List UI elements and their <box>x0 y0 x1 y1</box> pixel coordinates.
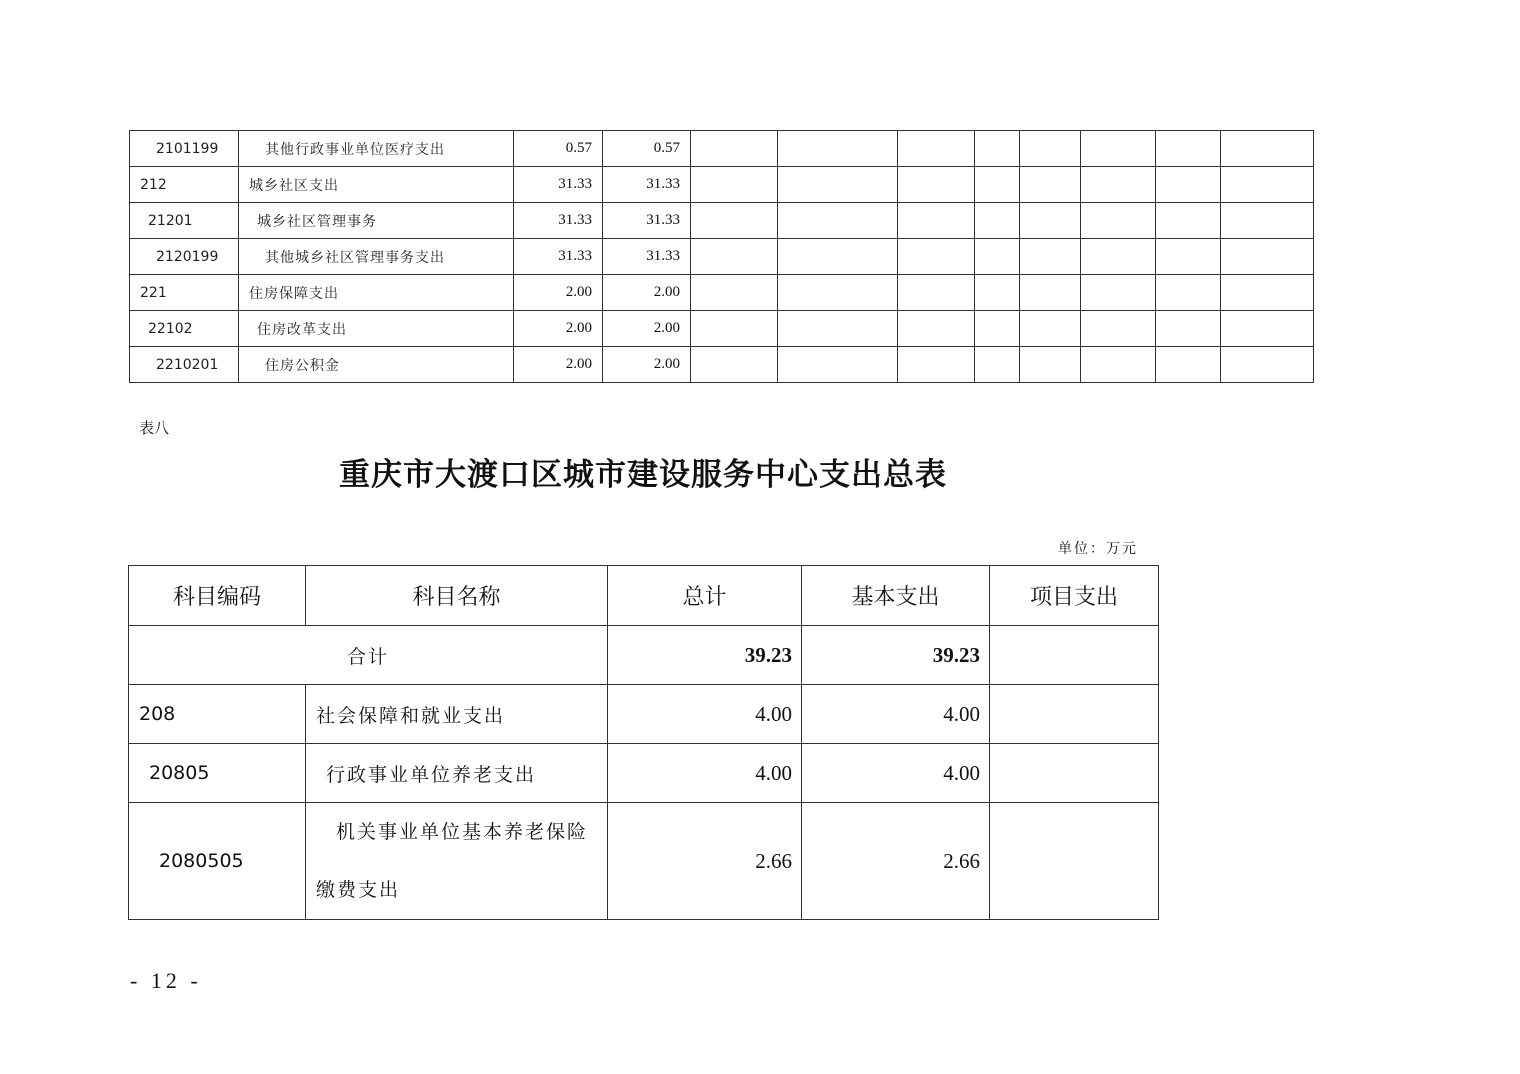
table-row <box>130 311 1314 347</box>
subject-name: 住房改革支出 <box>239 311 514 347</box>
empty-cell <box>691 311 778 347</box>
column-header-code: 科目编码 <box>129 566 306 626</box>
subject-code: 2210201 <box>130 347 239 383</box>
basic-value: 2.00 <box>603 311 691 347</box>
project-value <box>990 744 1159 803</box>
empty-cell <box>778 203 898 239</box>
total-label: 合计 <box>129 626 608 685</box>
total-value: 4.00 <box>608 744 802 803</box>
empty-cell <box>691 203 778 239</box>
empty-cell <box>1156 347 1221 383</box>
table-header-row <box>129 566 1159 626</box>
empty-cell <box>898 311 975 347</box>
empty-cell <box>778 311 898 347</box>
empty-cell <box>898 167 975 203</box>
empty-cell <box>778 347 898 383</box>
subject-code: 2120199 <box>130 239 239 275</box>
table-row <box>130 167 1314 203</box>
empty-cell <box>1221 275 1314 311</box>
empty-cell <box>691 347 778 383</box>
basic-value: 31.33 <box>603 167 691 203</box>
empty-cell <box>778 275 898 311</box>
empty-cell <box>1081 311 1156 347</box>
total-value: 31.33 <box>514 239 603 275</box>
empty-cell <box>1020 275 1081 311</box>
subject-name-line-1: 机关事业单位基本养老保险 <box>336 821 589 843</box>
basic-value: 4.00 <box>802 744 990 803</box>
empty-cell <box>1020 239 1081 275</box>
basic-value: 31.33 <box>603 203 691 239</box>
total-value: 2.66 <box>608 803 802 920</box>
empty-cell <box>1221 203 1314 239</box>
empty-cell <box>1081 239 1156 275</box>
table-label: 表八 <box>139 419 170 437</box>
total-row <box>129 626 1159 685</box>
empty-cell <box>975 239 1020 275</box>
total-value: 2.00 <box>514 275 603 311</box>
empty-cell <box>1156 167 1221 203</box>
table-row <box>130 275 1314 311</box>
empty-cell <box>691 239 778 275</box>
empty-cell <box>778 131 898 167</box>
project-value <box>990 803 1159 920</box>
column-header-name: 科目名称 <box>306 566 608 626</box>
empty-cell <box>1156 203 1221 239</box>
subject-name: 住房公积金 <box>239 347 514 383</box>
total-value: 0.57 <box>514 131 603 167</box>
empty-cell <box>975 347 1020 383</box>
unit-label: 单位：万元 <box>1058 541 1138 557</box>
page-number: - 12 - <box>130 968 202 993</box>
empty-cell <box>1081 131 1156 167</box>
table-row <box>130 131 1314 167</box>
subject-code: 221 <box>130 275 239 311</box>
empty-cell <box>1020 167 1081 203</box>
table-row <box>130 239 1314 275</box>
empty-cell <box>975 311 1020 347</box>
basic-value: 2.00 <box>603 347 691 383</box>
empty-cell <box>691 131 778 167</box>
empty-cell <box>1221 311 1314 347</box>
basic-value: 2.00 <box>603 275 691 311</box>
subject-code: 2080505 <box>129 803 306 920</box>
table-row <box>129 803 1159 920</box>
table-row <box>130 203 1314 239</box>
column-header-basic: 基本支出 <box>802 566 990 626</box>
empty-cell <box>1081 347 1156 383</box>
total-value: 31.33 <box>514 203 603 239</box>
expenditure-summary-table <box>128 565 1159 920</box>
empty-cell <box>975 275 1020 311</box>
empty-cell <box>898 131 975 167</box>
page-title: 重庆市大渡口区城市建设服务中心支出总表 <box>339 457 947 493</box>
empty-cell <box>1221 239 1314 275</box>
empty-cell <box>1156 131 1221 167</box>
empty-cell <box>898 239 975 275</box>
subject-name: 其他城乡社区管理事务支出 <box>239 239 514 275</box>
subject-name <box>306 803 608 920</box>
subject-name-line-2: 缴费支出 <box>316 879 401 901</box>
subject-name: 社会保障和就业支出 <box>306 685 608 744</box>
empty-cell <box>975 131 1020 167</box>
subject-name: 城乡社区支出 <box>239 167 514 203</box>
empty-cell <box>898 347 975 383</box>
empty-cell <box>898 203 975 239</box>
empty-cell <box>691 275 778 311</box>
empty-cell <box>1020 131 1081 167</box>
basic-value: 2.66 <box>802 803 990 920</box>
empty-cell <box>778 239 898 275</box>
project-value <box>990 626 1159 685</box>
table-row <box>130 347 1314 383</box>
empty-cell <box>1081 275 1156 311</box>
empty-cell <box>1020 347 1081 383</box>
basic-value: 31.33 <box>603 239 691 275</box>
empty-cell <box>1156 275 1221 311</box>
empty-cell <box>1020 311 1081 347</box>
empty-cell <box>1081 167 1156 203</box>
empty-cell <box>1221 347 1314 383</box>
total-value: 31.33 <box>514 167 603 203</box>
basic-value: 4.00 <box>802 685 990 744</box>
empty-cell <box>1221 131 1314 167</box>
basic-value: 0.57 <box>603 131 691 167</box>
empty-cell <box>778 167 898 203</box>
subject-code: 212 <box>130 167 239 203</box>
empty-cell <box>1081 203 1156 239</box>
subject-code: 208 <box>129 685 306 744</box>
basic-value: 39.23 <box>802 626 990 685</box>
total-value: 2.00 <box>514 347 603 383</box>
subject-code: 22102 <box>130 311 239 347</box>
project-value <box>990 685 1159 744</box>
empty-cell <box>975 203 1020 239</box>
empty-cell <box>975 167 1020 203</box>
empty-cell <box>898 275 975 311</box>
column-header-total: 总计 <box>608 566 802 626</box>
subject-name: 城乡社区管理事务 <box>239 203 514 239</box>
empty-cell <box>1020 203 1081 239</box>
total-value: 2.00 <box>514 311 603 347</box>
empty-cell <box>1221 167 1314 203</box>
subject-name: 行政事业单位养老支出 <box>306 744 608 803</box>
empty-cell <box>1156 311 1221 347</box>
total-value: 39.23 <box>608 626 802 685</box>
empty-cell <box>691 167 778 203</box>
table-row <box>129 744 1159 803</box>
subject-code: 20805 <box>129 744 306 803</box>
empty-cell <box>1156 239 1221 275</box>
expenditure-detail-table-continued <box>129 130 1314 383</box>
total-value: 4.00 <box>608 685 802 744</box>
subject-code: 2101199 <box>130 131 239 167</box>
column-header-project: 项目支出 <box>990 566 1159 626</box>
subject-code: 21201 <box>130 203 239 239</box>
subject-name: 住房保障支出 <box>239 275 514 311</box>
subject-name: 其他行政事业单位医疗支出 <box>239 131 514 167</box>
table-row <box>129 685 1159 744</box>
